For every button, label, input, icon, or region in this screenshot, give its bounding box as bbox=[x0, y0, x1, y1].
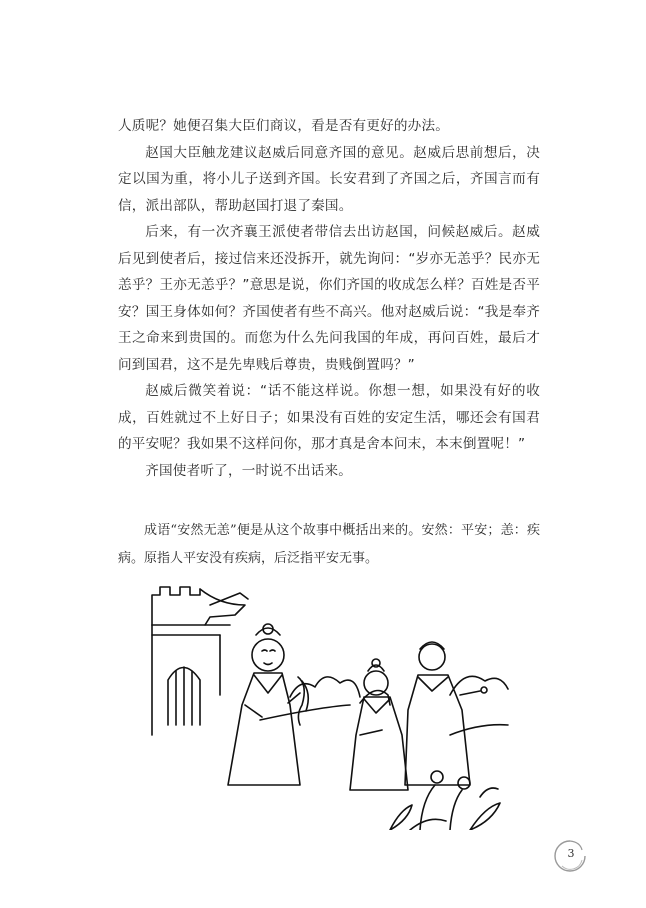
story-illustration bbox=[150, 585, 510, 830]
page-number: 3 bbox=[567, 847, 575, 860]
paragraph-5: 齐国使者听了，一时说不出话来。 bbox=[145, 462, 353, 479]
paragraph-3: 后来，有一次齐襄王派使者带信去出访赵国，问候赵威后。赵威后见到使者后，接过信来还没拆开，就先询问：“岁亦无恙乎？民亦无恙乎？王亦无恙乎？”意思是说，你们齐国的收成怎么样？百姓是否平安？国王身体如何？齐国使者有些不高兴。他对赵威后说：“我是奉齐王之命来到贵国的。而您为什么先问我国的年成，再问百姓，最后才问到国君，这不是先卑贱后尊贵，贵贱倒置吗？” bbox=[118, 224, 540, 373]
paragraph-1: 人质呢？她便召集大臣们商议，看是否有更好的办法。 bbox=[118, 118, 450, 134]
paragraph-4: 赵威后微笑着说：“话不能这样说。你想一想，如果没有好的收成，百姓就过不上好日子；如果没有百姓的安定生活，哪还会有国君的平安呢？我如果不这样问你，那才真是舍本问末，本末倒置呢！” bbox=[118, 383, 540, 452]
paragraph-2: 赵国大臣触龙建议赵威后同意齐国的意见。赵威后思前想后，决定以国为重，将小儿子送到齐国。长安君到了齐国之后，齐国言而有信，派出部队，帮助赵国打退了秦国。 bbox=[118, 144, 540, 214]
idiom-explanation: 成语“安然无恙”便是从这个故事中概括出来的。安然：平安；恙：疾病。原指人平安没有疾病，后泛指平安无事。 bbox=[118, 523, 540, 566]
story-text bbox=[118, 113, 540, 484]
